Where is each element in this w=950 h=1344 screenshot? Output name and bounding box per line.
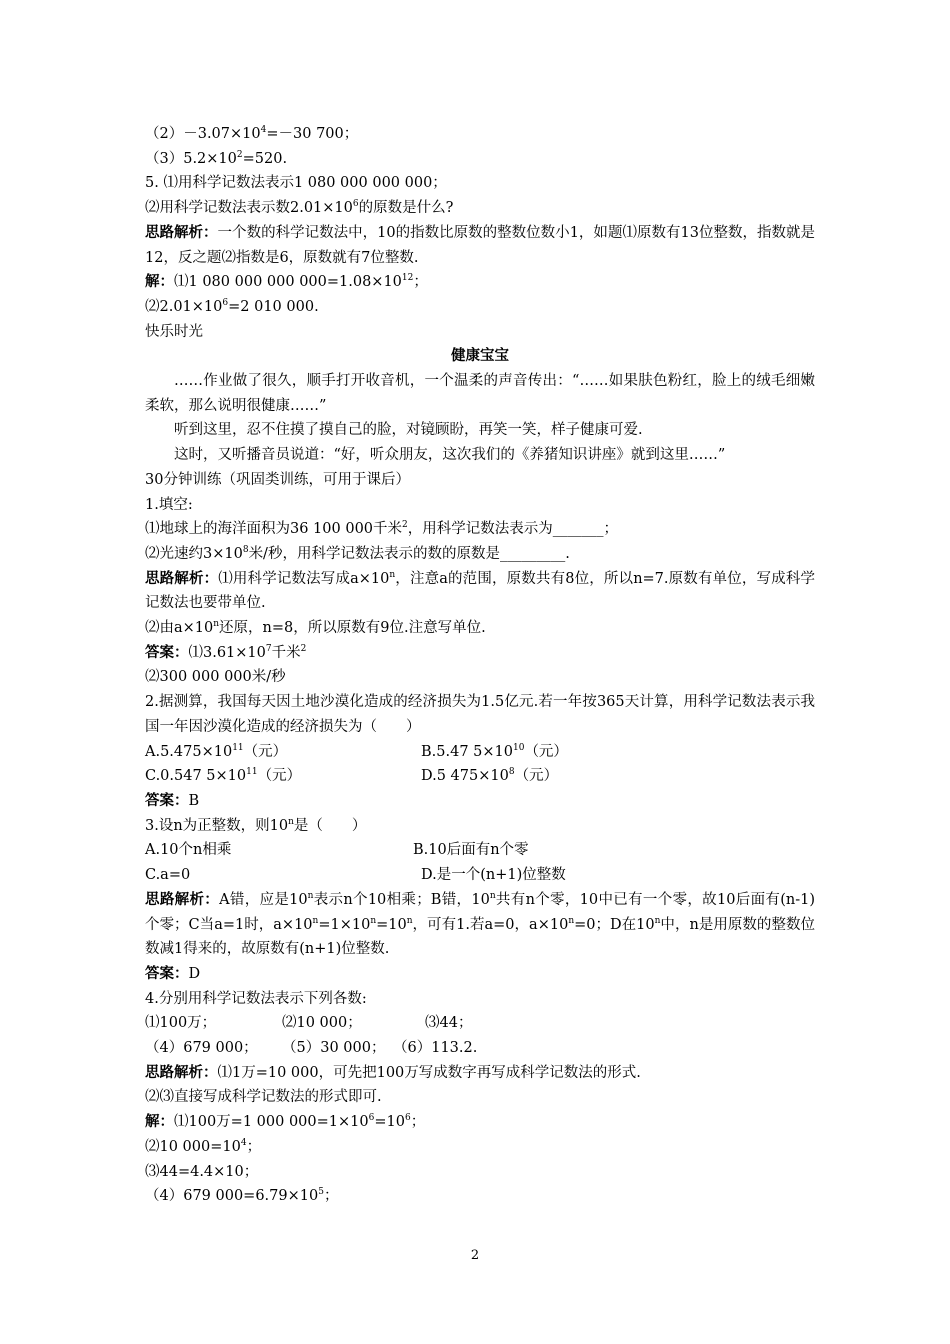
answer-line: 答案：$⑴3.61\times 10^7$千米$^2$ xyxy=(145,643,307,661)
text-line: ⑶44=4.4×10； xyxy=(145,1163,259,1180)
option-d: D.是一个(n+1)位整数 xyxy=(421,867,566,884)
text-line: ⑵光速约$3\times 10^8$米/秒，用科学记数法表示的数的原数是_________. xyxy=(145,544,570,562)
question-5: 5. ⑴用科学记数法表示1 080 000 000 000； xyxy=(145,175,447,192)
text-line: ⑵⑶直接写成科学记数法的形式即可. xyxy=(145,1089,382,1106)
option-a: $A.5.475\times 10^{11}$（元） xyxy=(145,742,288,760)
analysis-paragraph: 思路解析：A错，应是10$^n$表示n个10相乘；B错，10$^n$共有n个零，10中已有一个零，故10后面有(n-1)个零；C当a=1时，$a\times 10^n=1\times 10^n=10^n$，可有1.若a=0，$a\times 10^n=0$；D在10$^n$中，n是用原数的整数位数减1得来的，故原数有(n+1)位整数. xyxy=(145,890,816,958)
solution-line: 解：⑴1 080 000 000 $000=1.08\times 10^{12}$； xyxy=(145,273,428,291)
document-body xyxy=(145,122,815,1209)
options-row: ⑴100万； ⑵10 000； ⑶44； xyxy=(145,1015,473,1032)
text-line: ⑴地球上的海洋面积为36 100 000千米$^2$，用科学记数法表示为_______； xyxy=(145,520,619,538)
analysis-line: 思路解析：⑴1万=10 000，可先把100万写成数字再写成科学记数法的形式. xyxy=(145,1064,641,1081)
answer-line: 答案：B xyxy=(145,792,200,809)
question-2: 2.据测算，我国每天因土地沙漠化造成的经济损失为1.5亿元.若一年按365天计算，用科学记数法表示我国一年因沙漠化造成的经济损失为（ ） xyxy=(145,694,815,735)
question-4: 4.分别用科学记数法表示下列各数: xyxy=(145,990,367,1007)
story-title: 健康宝宝 xyxy=(451,348,509,365)
text-line: ⑵10 $000=10^4$； xyxy=(145,1137,262,1155)
text-line: $⑵2.01\times 10^6=2$ 010 000. xyxy=(145,297,319,315)
question-1: 1.填空: xyxy=(145,496,193,513)
option-c: C.0.547 $5\times 10^{11}$（元） xyxy=(145,767,302,785)
options-row xyxy=(145,740,815,765)
section-heading: 30分钟训练（巩固类训练，可用于课后） xyxy=(145,471,410,488)
text-line: （4）679 $000=6.79\times 10^5$； xyxy=(145,1187,339,1205)
story-paragraph: 这时，又听播音员说道：“好，听众朋友，这次我们的《养猪知识讲座》就到这里……” xyxy=(174,447,726,464)
page-number: 2 xyxy=(470,1248,480,1263)
options-row xyxy=(145,838,815,863)
option-b: B.10后面有n个零 xyxy=(413,842,529,859)
text-line: ⑵由$a\times 10^n$还原，n=8，所以原数有9位.注意写单位. xyxy=(145,619,486,637)
solution-line: 解：⑴100万=1 000 $000=1\times 10^6=10^6$； xyxy=(145,1113,426,1131)
option-b: B.5.47 $5\times 10^{10}$（元） xyxy=(421,742,568,760)
option-d: D.5 $475\times 10^8$（元） xyxy=(421,767,559,785)
section-label: 快乐时光 xyxy=(145,323,203,340)
text-line: $(3)5.2\times 10^2=520$. xyxy=(145,149,288,167)
option-c: C.a=0 xyxy=(145,867,191,884)
analysis-paragraph: 思路解析：⑴用科学记数法写成$a\times 10^n$，注意a的范围，原数共有8位，所以n=7.原数有单位，写成科学记数法也要带单位. xyxy=(145,569,815,612)
option-a: A.10个n相乘 xyxy=(145,842,232,859)
options-row: （4）679 000； （5）30 000； （6）113.2. xyxy=(145,1040,478,1057)
story-paragraph: 听到这里，忍不住摸了摸自己的脸，对镜顾盼，再笑一笑，样子健康可爱. xyxy=(174,422,643,439)
text-line: ⑵用科学记数法表示数$2.01\times 10^6$的原数是什么? xyxy=(145,199,454,217)
analysis-paragraph: 思路解析：一个数的科学记数法中，10的指数比原数的整数位数小1，如题⑴原数有13位整数，指数就是12，反之题⑵指数是6，原数就有7位整数. xyxy=(145,224,816,266)
options-row xyxy=(145,863,815,888)
options-row xyxy=(145,764,815,789)
text-line: $(2)-3.07\times 10^4=-30$ 700； xyxy=(145,125,359,142)
text-line: ⑵300 000 000米/秒 xyxy=(145,669,286,686)
answer-line: 答案：D xyxy=(145,965,201,982)
question-3: 3.设n为正整数，则10$^n$是（ ） xyxy=(145,816,367,834)
story-paragraph: ……作业做了很久，顺手打开收音机，一个温柔的声音传出：“……如果肤色粉红，脸上的绒毛细嫩柔软，那么说明很健康……” xyxy=(145,373,815,414)
